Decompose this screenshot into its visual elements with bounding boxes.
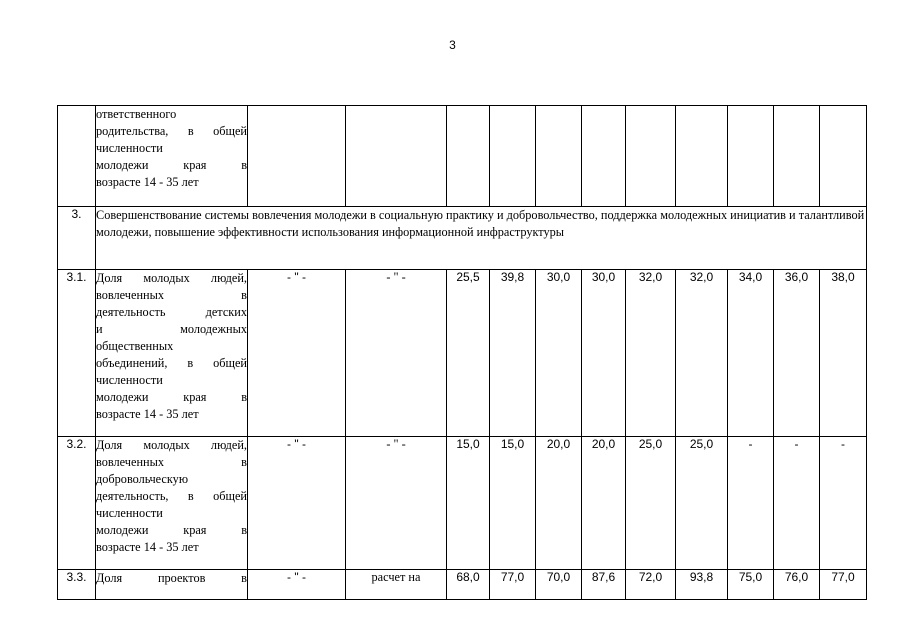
value-cell: 76,0 [774,570,820,600]
value-cell: 77,0 [490,570,536,600]
description-line: молодежи края в [96,523,247,537]
description-line: численности [96,373,163,387]
description-line: возрасте 14 - 35 лет [96,175,199,189]
value-cell: 15,0 [490,437,536,570]
row-number: 3.1. [58,270,96,437]
description-line: и молодежных [96,322,247,336]
description-line: деятельность детских [96,305,247,319]
section-title: Совершенствование системы вовлечения молодежи в социальную практику и добровольчество, поддержка молодежных инициатив и талантливой молодежи, повышение эффективности использования информационной инфраструктуры [96,207,867,270]
value-cell: 93,8 [676,570,728,600]
indicators-table [57,105,867,600]
ditto-cell: - " - [248,570,346,600]
table-row-3-2 [58,437,867,570]
value-cell: - [820,437,867,570]
row-number: 3.2. [58,437,96,570]
description-line: Доля молодых людей, [96,271,247,285]
value-cell: 15,0 [447,437,490,570]
description-line: вовлеченных в [96,455,247,469]
table-row-3-1 [58,270,867,437]
row-description [96,437,248,570]
description-line: молодежи края в [96,390,247,404]
row-number-cell [58,106,96,207]
description-line: вовлеченных в [96,288,247,302]
description-line: численности [96,506,163,520]
value-cell: 75,0 [728,570,774,600]
ditto-cell: - " - [248,437,346,570]
value-cell: 25,5 [447,270,490,437]
description-line: возрасте 14 - 35 лет [96,407,199,421]
row-description [96,106,248,207]
table-row-continued [58,106,867,207]
description-line: родительства, в общей [96,124,247,138]
description-line: Доля молодых людей, [96,438,247,452]
description-line: возрасте 14 - 35 лет [96,540,199,554]
value-cell: 25,0 [676,437,728,570]
ditto-cell: - " - [248,270,346,437]
row-number: 3.3. [58,570,96,600]
value-cell: 32,0 [676,270,728,437]
description-line: молодежи края в [96,158,247,172]
value-cell: 77,0 [820,570,867,600]
value-cell: 20,0 [582,437,626,570]
value-cell: 39,8 [490,270,536,437]
page-number: 3 [449,38,456,52]
method-cell: - " - [346,437,447,570]
description-line: деятельность, в общей [96,489,247,503]
value-cell: 25,0 [626,437,676,570]
value-cell: 36,0 [774,270,820,437]
method-cell: - " - [346,270,447,437]
value-cell: 68,0 [447,570,490,600]
value-cell: 30,0 [582,270,626,437]
value-cell: 30,0 [536,270,582,437]
value-cell: 70,0 [536,570,582,600]
value-cell: 38,0 [820,270,867,437]
value-cell: 72,0 [626,570,676,600]
section-number: 3. [58,207,96,270]
row-description [96,570,248,600]
value-cell: - [728,437,774,570]
description-line: объединений, в общей [96,356,247,370]
value-cell: 34,0 [728,270,774,437]
description-line: добровольческую [96,472,189,486]
row-description [96,270,248,437]
description-line: численности [96,141,163,155]
description-line: общественных [96,339,174,353]
value-cell: 87,6 [582,570,626,600]
method-cell: расчет на [346,570,447,600]
description-line: ответственного [96,107,177,121]
section-row [58,207,867,270]
value-cell: 32,0 [626,270,676,437]
value-cell: - [774,437,820,570]
table-row-3-3 [58,570,867,600]
value-cell: 20,0 [536,437,582,570]
description-line: Доля проектов в [96,571,247,585]
